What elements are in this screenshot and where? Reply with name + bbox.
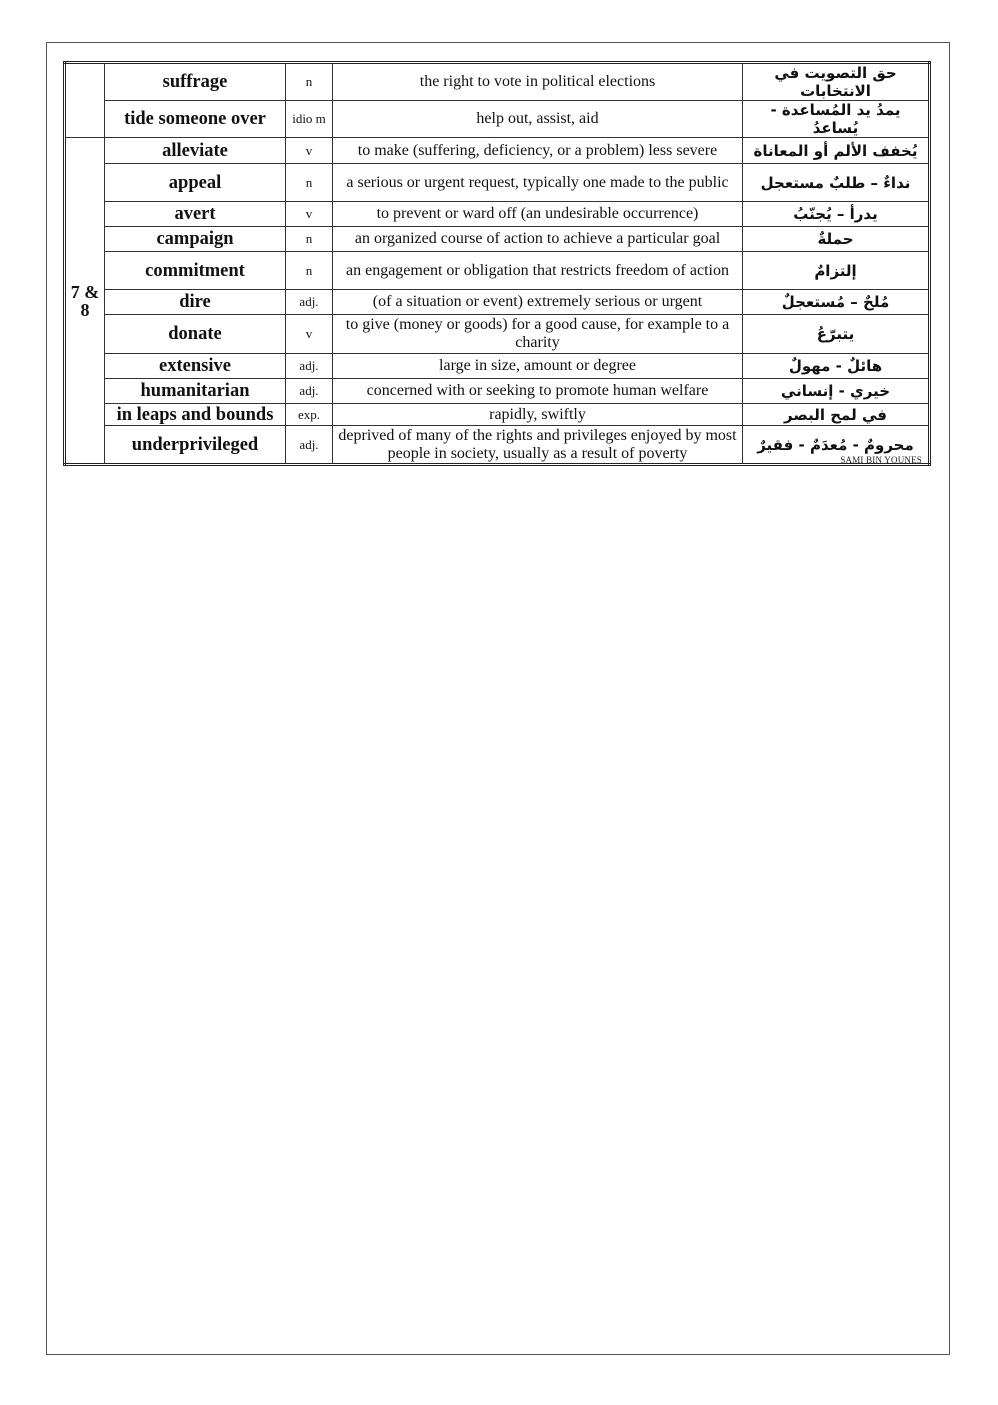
table-row — [65, 379, 930, 404]
arabic-cell: نداءٌ – طلبٌ مستعجل — [743, 164, 930, 202]
pos-cell: n — [286, 227, 333, 252]
definition-cell: to give (money or goods) for a good cause, for example to a charity — [333, 315, 743, 354]
definition-cell: to make (suffering, deficiency, or a problem) less severe — [333, 138, 743, 164]
arabic-cell: يتبرّعُ — [743, 315, 930, 354]
pos-cell: exp. — [286, 404, 333, 426]
word-cell: suffrage — [105, 63, 286, 101]
table-row — [65, 202, 930, 227]
table-row — [65, 164, 930, 202]
arabic-cell: إلتزامٌ — [743, 252, 930, 290]
word-cell: underprivileged — [105, 426, 286, 465]
word-cell: dire — [105, 290, 286, 315]
word-cell: donate — [105, 315, 286, 354]
definition-cell: a serious or urgent request, typically one made to the public — [333, 164, 743, 202]
definition-cell: rapidly, swiftly — [333, 404, 743, 426]
arabic-cell: يُخفف الألم أو المعاناة — [743, 138, 930, 164]
definition-cell: an engagement or obligation that restricts freedom of action — [333, 252, 743, 290]
unit-cell: 7 & 8 — [65, 138, 105, 465]
word-cell: tide someone over — [105, 101, 286, 138]
pos-cell: v — [286, 202, 333, 227]
pos-cell: v — [286, 315, 333, 354]
pos-cell: adj. — [286, 379, 333, 404]
pos-cell: n — [286, 252, 333, 290]
table-row — [65, 101, 930, 138]
table-row — [65, 138, 930, 164]
pos-cell: adj. — [286, 354, 333, 379]
definition-cell: an organized course of action to achieve a particular goal — [333, 227, 743, 252]
definition-cell: to prevent or ward off (an undesirable occurrence) — [333, 202, 743, 227]
table-row — [65, 63, 930, 101]
table-row — [65, 404, 930, 426]
pos-cell: v — [286, 138, 333, 164]
arabic-cell: خيري - إنساني — [743, 379, 930, 404]
vocabulary-table — [63, 61, 931, 466]
arabic-cell: يدرأ – يُجنّبُ — [743, 202, 930, 227]
word-cell: campaign — [105, 227, 286, 252]
pos-cell: n — [286, 164, 333, 202]
word-cell: humanitarian — [105, 379, 286, 404]
word-cell: extensive — [105, 354, 286, 379]
definition-cell: deprived of many of the rights and privileges enjoyed by most people in society, usually as a result of poverty — [333, 426, 743, 465]
word-cell: commitment — [105, 252, 286, 290]
pos-cell: adj. — [286, 426, 333, 465]
word-cell: alleviate — [105, 138, 286, 164]
word-cell: avert — [105, 202, 286, 227]
table-row — [65, 227, 930, 252]
definition-cell: large in size, amount or degree — [333, 354, 743, 379]
pos-cell: adj. — [286, 290, 333, 315]
word-cell: in leaps and bounds — [105, 404, 286, 426]
unit-cell — [65, 63, 105, 138]
word-cell: appeal — [105, 164, 286, 202]
table-row — [65, 252, 930, 290]
arabic-cell: مُلحٌ – مُستعجلٌ — [743, 290, 930, 315]
arabic-cell: يمدُ يد المُساعدة - يُساعدُ — [743, 101, 930, 138]
author-credit: SAMI BIN YOUNES — [840, 455, 922, 465]
pos-cell: n — [286, 63, 333, 101]
table-row — [65, 290, 930, 315]
arabic-cell: حق التصويت في الانتخابات — [743, 63, 930, 101]
definition-cell: the right to vote in political elections — [333, 63, 743, 101]
table-row — [65, 354, 930, 379]
definition-cell: (of a situation or event) extremely serious or urgent — [333, 290, 743, 315]
arabic-cell: محرومٌ - مُعدَمٌ - فقيرٌ — [743, 426, 930, 465]
table-row — [65, 315, 930, 354]
arabic-cell: حملةٌ — [743, 227, 930, 252]
arabic-cell: في لمح البصر — [743, 404, 930, 426]
definition-cell: help out, assist, aid — [333, 101, 743, 138]
definition-cell: concerned with or seeking to promote human welfare — [333, 379, 743, 404]
pos-cell: idio m — [286, 101, 333, 138]
arabic-cell: هائلٌ - مهولٌ — [743, 354, 930, 379]
